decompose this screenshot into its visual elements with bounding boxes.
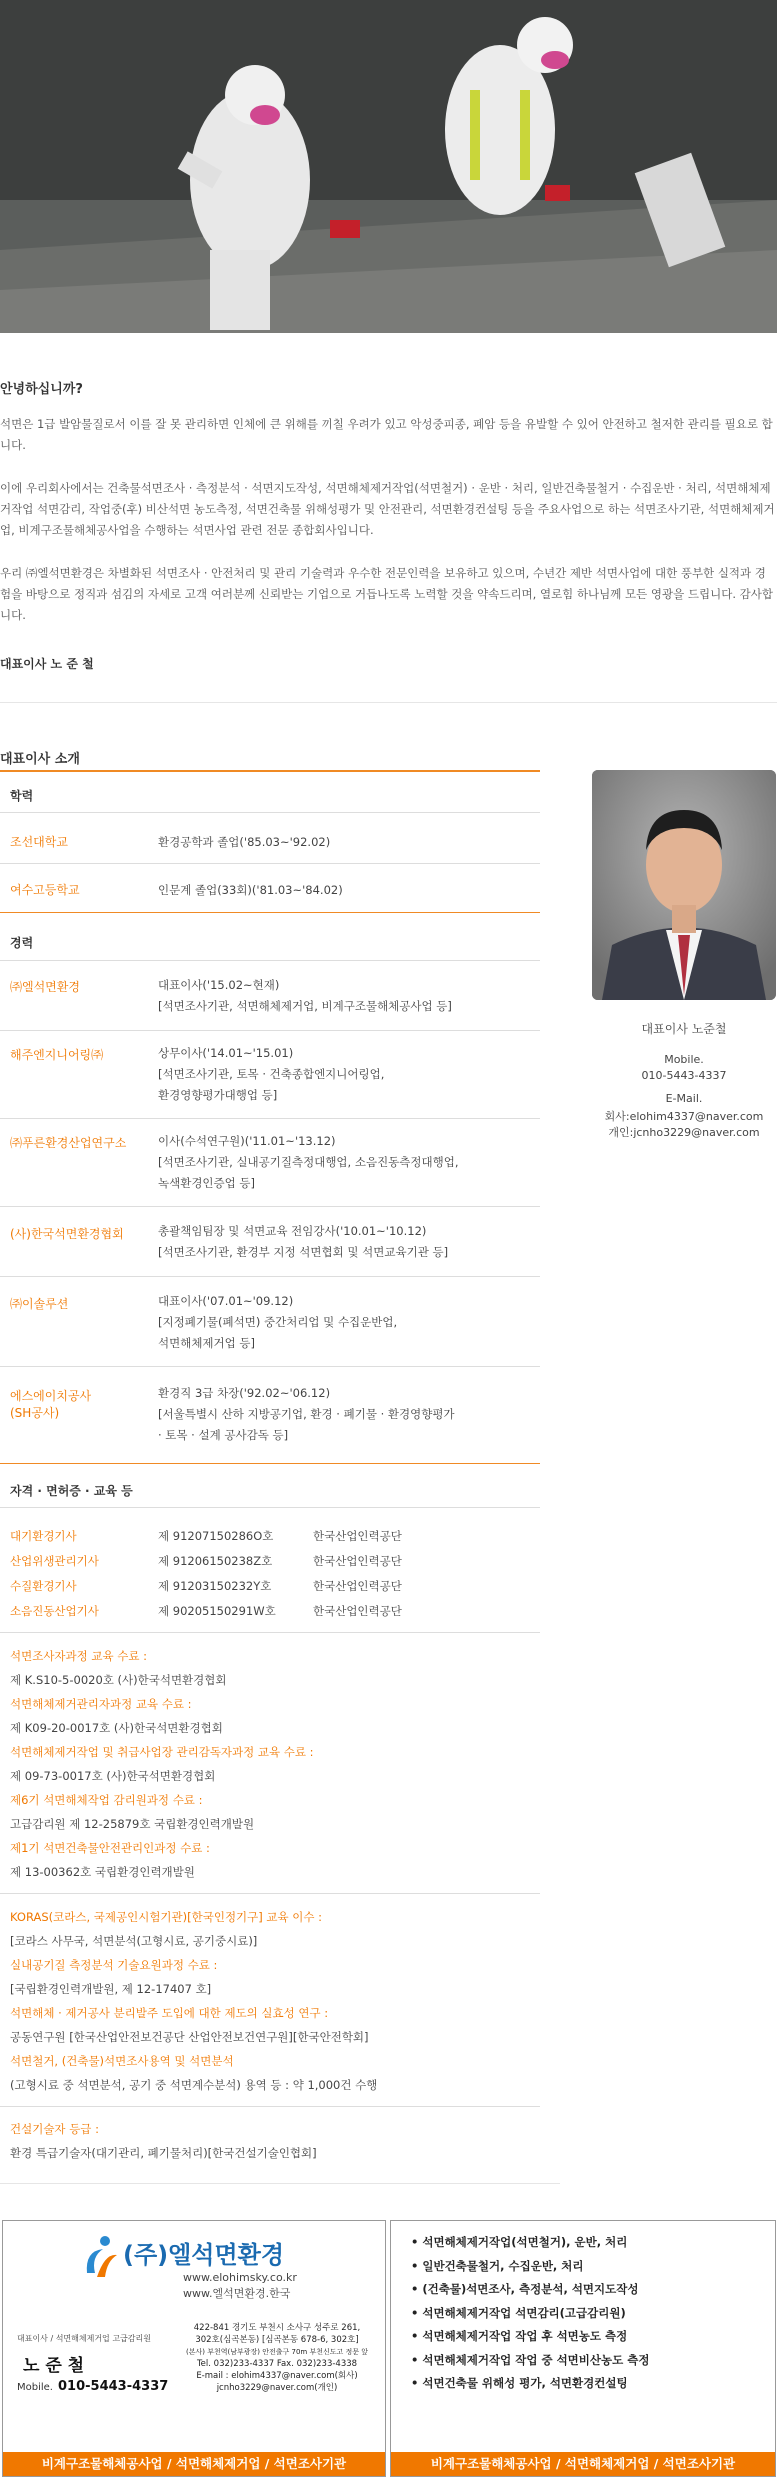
ceo-signature: 대표이사 노 준 철 [0, 657, 94, 671]
course-label: 석면해체제거작업 및 취급사업장 관리감독자과정 교육 수료 : [10, 1745, 314, 1759]
course-value: [국립환경인력개발원, 제 12-17407 호] [10, 1982, 212, 1996]
address-line: 302호(심곡본동) [심곡본동 678-6, 302호] [195, 2335, 359, 2345]
career-line: [서울특별시 산하 지방공기업, 환경 · 폐기물 · 환경영향평가 [158, 1407, 455, 1421]
course-label: 제1기 석면건축물안전관리인과정 수료 : [10, 1841, 210, 1855]
divider [0, 960, 540, 961]
services-business-bar: 비계구조물해체공사업 / 석면해체제거업 / 석면조사기관 [391, 2452, 775, 2476]
section-title-ceo-profile: 대표이사 소개 [0, 752, 80, 767]
cert-number: 제 91206150238Z호 [158, 1554, 273, 1568]
address-line: jcnho3229@naver.com(개인) [216, 2383, 338, 2393]
course-value: [코라스 사무국, 석면분석(고형시료, 공기중시료)] [10, 1934, 258, 1948]
cert-name: 수질환경기사 [10, 1579, 77, 1593]
divider [0, 1030, 540, 1031]
address-line: E-mail : elohim4337@naver.com(회사) [196, 2371, 358, 2381]
card-mobile-label: Mobile. [17, 2382, 53, 2393]
education-heading: 학력 [10, 789, 34, 803]
course-value: 제 13-00362호 국립환경인력개발원 [10, 1865, 195, 1879]
course-label: 석면해체제거관리자과정 교육 수료 : [10, 1697, 192, 1711]
career-line: 녹색환경인증업 등] [158, 1176, 256, 1190]
course-label: 제6기 석면해체작업 감리원과정 수료 : [10, 1793, 203, 1807]
career-line: 이사(수석연구원)('11.01~'13.12) [158, 1134, 336, 1148]
divider [0, 1118, 540, 1119]
company-url-korean[interactable]: www.엘석면환경.한국 [183, 2287, 291, 2300]
construction-value: 환경 특급기술자(대기관리, 폐기물처리)[한국건설기술인협회] [10, 2146, 317, 2160]
service-item: • 석면해체제거작업(석면철거), 운반, 처리 [411, 2231, 649, 2255]
career-detail [158, 1221, 538, 1263]
cert-number: 제 90205150291W호 [158, 1604, 276, 1618]
company-logo-text: (주)엘석면환경 [123, 2241, 285, 2269]
career-heading: 경력 [10, 936, 34, 950]
card-name: 노 준 철 [23, 2356, 85, 2376]
ceo-portrait [592, 770, 776, 1000]
service-item: • 석면해체제거작업 석면감리(고급감리원) [411, 2302, 649, 2326]
email-company[interactable]: 회사:elohim4337@naver.com [604, 1110, 764, 1123]
career-line: 석면해체제거업 등] [158, 1336, 256, 1350]
intro-paragraph: 우리 ㈜엘석면환경은 차별화된 석면조사 · 안전처리 및 관리 기술력과 우수한 전문인력을 보유하고 있으며, 수년간 제반 석면사업에 대한 풍부한 실적과 경험을 바탕으로 정직과 섬김의 자세로 고객 여러분께 신뢰받는 기업으로 거듭나도록 노력할 것을 약속드리며, 열로힘 하나님께 모든 영광을 드립니다. 감사합니다. [0, 566, 773, 622]
education-school: 여수고등학교 [10, 883, 80, 897]
career-line: 환경직 3급 차장('92.02~'06.12) [158, 1386, 331, 1400]
divider [0, 1366, 540, 1367]
construction-label: 건설기술자 등급 : [10, 2122, 99, 2136]
career-line: [석면조사기관, 토목 · 건축종합엔지니어링업, [158, 1067, 385, 1081]
career-line: · 토목 · 설계 공사감독 등] [158, 1428, 289, 1442]
course-label: 석면해체 · 제거공사 분리발주 도입에 대한 제도의 실효성 연구 : [10, 2006, 329, 2020]
cert-issuer: 한국산업인력공단 [313, 1579, 402, 1593]
hero-photo-asbestos-workers [0, 0, 777, 333]
career-line: [석면조사기관, 환경부 지정 석면협회 및 석면교육기관 등] [158, 1245, 449, 1259]
divider [0, 2106, 540, 2107]
greeting: 안녕하십니까? [0, 382, 83, 397]
cert-name: 소음진동산업기사 [10, 1604, 99, 1618]
career-org: ㈜엘석면환경 [10, 980, 80, 994]
course-label: 실내공기질 측정분석 기술요원과정 수료 : [10, 1958, 218, 1972]
cert-issuer: 한국산업인력공단 [313, 1554, 402, 1568]
education-detail: 인문계 졸업(33회)('81.03~'84.02) [158, 883, 343, 897]
divider [0, 2183, 560, 2184]
divider [0, 1276, 540, 1277]
services-list [411, 2231, 649, 2396]
divider [0, 1507, 540, 1508]
cert-name: 대기환경기사 [10, 1529, 77, 1543]
career-org: 에스에이치공사 (SH공사) [10, 1389, 92, 1420]
course-value: 제 K09-20-0017호 (사)한국석면환경협회 [10, 1721, 223, 1735]
education-school: 조선대학교 [10, 835, 68, 849]
service-item: • 일반건축물철거, 수집운반, 처리 [411, 2255, 649, 2279]
email-label: E-Mail. [665, 1092, 703, 1105]
company-logo-icon [81, 2233, 121, 2281]
career-org: 해주엔지니어링㈜ [10, 1048, 104, 1062]
certs-heading: 자격 · 면허증 · 교육 등 [10, 1484, 133, 1498]
career-org: ㈜푸른환경산업연구소 [10, 1136, 127, 1150]
intro-paragraph: 석면은 1급 발암물질로서 이를 잘 못 관리하면 인체에 큰 위해를 끼칠 우려가 있고 악성중피종, 폐암 등을 유발할 수 있어 안전하고 철저한 관리를 필요로 합니다. [0, 417, 773, 452]
course-value: 고급감리원 제 12-25879호 국립환경인력개발원 [10, 1817, 255, 1831]
cert-issuer: 한국산업인력공단 [313, 1529, 402, 1543]
services-card [390, 2220, 776, 2477]
career-detail [158, 1383, 538, 1446]
mobile-label: Mobile. [664, 1053, 704, 1066]
service-item: • 석면해체제거작업 작업 중 석면비산농도 측정 [411, 2349, 649, 2373]
card-business-bar: 비계구조물해체공사업 / 석면해체제거업 / 석면조사기관 [3, 2452, 385, 2476]
address-line: (본사) 부천역(남부광장) 안전출구 70m 부천신도고 정문 앞 [185, 2348, 368, 2356]
address-line: 422-841 경기도 부천시 소사구 성주로 261, [193, 2323, 361, 2333]
divider [0, 1632, 540, 1633]
section-underline [0, 770, 540, 772]
address-line: Tel. 032)233-4337 Fax. 032)233-4338 [196, 2359, 358, 2369]
divider [0, 1463, 540, 1464]
cert-number: 제 91203150232Y호 [158, 1579, 272, 1593]
card-role: 대표이사 / 석면해체제거업 고급감리원 [17, 2334, 151, 2343]
cert-issuer: 한국산업인력공단 [313, 1604, 402, 1618]
service-item: • 석면해체제거작업 작업 후 석면농도 측정 [411, 2325, 649, 2349]
career-line: 상무이사('14.01~'15.01) [158, 1046, 294, 1060]
course-value: 제 09-73-0017호 (사)한국석면환경협회 [10, 1769, 216, 1783]
career-detail [158, 1043, 538, 1106]
hero-illustration [0, 0, 777, 333]
email-personal[interactable]: 개인:jcnho3229@naver.com [608, 1126, 760, 1139]
education-detail: 환경공학과 졸업('85.03~'92.02) [158, 835, 331, 849]
cert-number: 제 91207150286O호 [158, 1529, 274, 1543]
divider [0, 912, 540, 913]
divider [0, 863, 540, 864]
career-line: [지정폐기물(폐석면) 중간처리업 및 수집운반업, [158, 1315, 398, 1329]
card-address [171, 2322, 383, 2394]
career-org: (사)한국석면환경협회 [10, 1227, 124, 1241]
career-line: 대표이사('07.01~'09.12) [158, 1294, 294, 1308]
divider [0, 1206, 540, 1207]
service-item: • (건축물)석면조사, 측정분석, 석면지도작성 [411, 2278, 649, 2302]
footer-business-cards [0, 2218, 777, 2487]
career-line: 대표이사('15.02~현재) [158, 978, 280, 992]
career-detail [158, 1131, 538, 1194]
portrait-illustration [592, 770, 776, 1000]
company-url[interactable]: www.elohimsky.co.kr [183, 2271, 297, 2284]
service-item: • 석면건축물 위해성 평가, 석면환경컨설팅 [411, 2372, 649, 2396]
career-detail [158, 1291, 538, 1354]
course-value: 공동연구원 [한국산업안전보건공단 산업안전보건연구원][한국안전학회] [10, 2030, 369, 2044]
career-line: 환경영향평가대행업 등] [158, 1088, 278, 1102]
career-line: [석면조사기관, 실내공기질측정대행업, 소음진동측정대행업, [158, 1155, 459, 1169]
career-line: 총괄책임팀장 및 석면교육 전임강사('10.01~'10.12) [158, 1224, 427, 1238]
course-label: 석면조사자과정 교육 수료 : [10, 1649, 148, 1663]
divider [0, 702, 777, 703]
course-label: KORAS(코라스, 국제공인시험기관)[한국인정기구] 교육 이수 : [10, 1910, 323, 1924]
career-detail [158, 975, 538, 1017]
mobile-number: 010-5443-4337 [641, 1069, 727, 1082]
divider [0, 1893, 540, 1894]
course-value: 제 K.S10-5-0020호 (사)한국석면환경협회 [10, 1673, 227, 1687]
ceo-name: 대표이사 노준철 [641, 1022, 727, 1036]
intro-paragraph: 이에 우리회사에서는 건축물석면조사 · 측정분석 · 석면지도작성, 석면해체제거작업(석면철거) · 운반 · 처리, 일반건축물철거 · 수집운반 · 처리, 석면해체제거작업 석면감리, 작업중(후) 비산석면 농도측정, 석면건축물 위해성평가 및 안전관리, 석면환경컨설팅 등을 주요사업으로 하는 석면조사기관, 석면해체제거업, 비계구조물해체공사업을 수행하는 석면사업 관련 전문 종합회사입니다. [0, 481, 775, 537]
course-label: 석면철거, (건축물)석면조사용역 및 석면분석 [10, 2054, 234, 2068]
course-value: (고형시료 중 석면분석, 공기 중 석면계수분석) 용역 등 : 약 1,000건 수행 [10, 2078, 378, 2092]
card-mobile: 010-5443-4337 [58, 2379, 169, 2394]
business-card [2, 2220, 386, 2477]
career-line: [석면조사기관, 석면해체제거업, 비계구조물해체공사업 등] [158, 999, 452, 1013]
divider [0, 812, 540, 813]
cert-name: 산업위생관리기사 [10, 1554, 99, 1568]
career-org: ㈜이솔루션 [10, 1297, 69, 1311]
